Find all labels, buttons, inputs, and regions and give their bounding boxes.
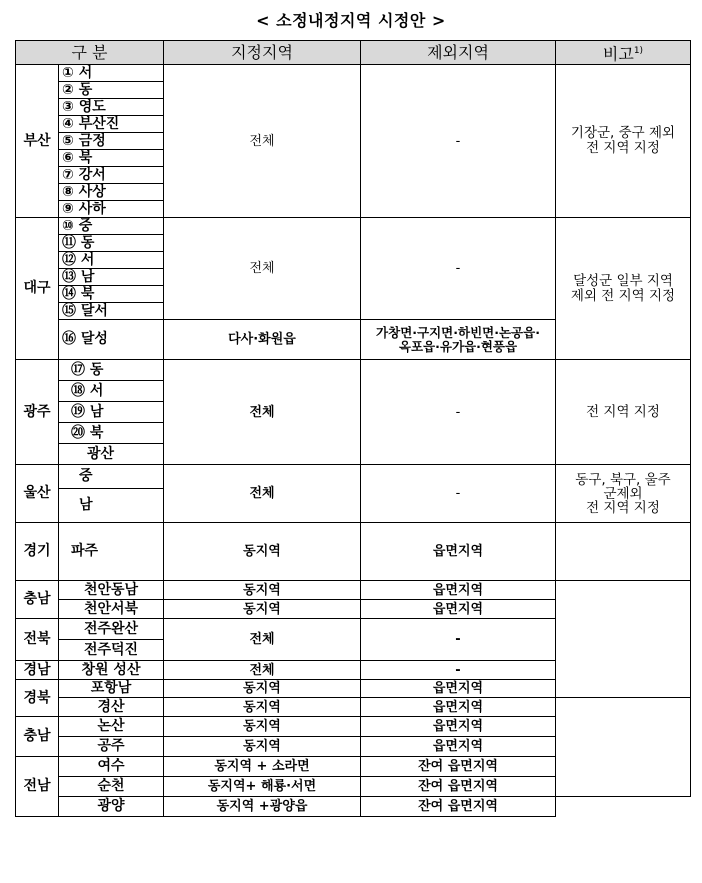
region-gyeongbuk: 경북	[16, 680, 59, 717]
district: ⑭ 북	[59, 286, 164, 303]
district: 순천	[59, 777, 164, 797]
district: 천안서북	[59, 600, 164, 619]
district: ① 서	[59, 65, 164, 82]
region-jeonnam: 전남	[16, 757, 59, 817]
note-cell	[556, 581, 691, 698]
table-row	[16, 797, 691, 817]
excluded-cell: 읍면지역	[361, 581, 556, 600]
designated-cell: 동지역+ 해룡·서면	[164, 777, 361, 797]
header-category: 구 분	[16, 41, 164, 65]
district: ⑤ 금정	[59, 133, 164, 150]
designated-cell: 동지역 + 소라면	[164, 757, 361, 777]
note-cell	[556, 698, 691, 797]
designated-cell: 전체	[164, 661, 361, 680]
header-designated: 지정지역	[164, 41, 361, 65]
district: 창원 성산	[59, 661, 164, 680]
designated-cell: 다사·화원읍	[164, 320, 361, 360]
district: 천안동남	[59, 581, 164, 600]
district: ⑧ 사상	[59, 184, 164, 201]
note-cell: 달성군 일부 지역 제외 전 지역 지정	[556, 218, 691, 360]
district: ⑩ 중	[59, 218, 164, 235]
district: ⑰ 동	[59, 360, 164, 381]
district: 파주	[59, 523, 164, 581]
district: 포항남	[59, 680, 164, 698]
header-excluded: 제외지역	[361, 41, 556, 65]
excluded-cell: -	[361, 65, 556, 218]
region-gwangju: 광주	[16, 360, 59, 465]
designated-cell: 동지역	[164, 737, 361, 757]
district: ⑨ 사하	[59, 201, 164, 218]
district: 전주덕진	[59, 640, 164, 661]
district: 전주완산	[59, 619, 164, 640]
designated-cell: 동지역	[164, 680, 361, 698]
header-note-text: 비고	[602, 44, 634, 64]
excluded-cell: -	[361, 218, 556, 320]
district: ⑳ 북	[59, 423, 164, 444]
designated-cell: 전체	[164, 360, 361, 465]
table-row	[16, 218, 691, 235]
district: ② 동	[59, 82, 164, 99]
excluded-cell: -	[361, 465, 556, 523]
district: ④ 부산진	[59, 116, 164, 133]
note-cell	[556, 523, 691, 581]
note-cell: 전 지역 지정	[556, 360, 691, 465]
table-row	[16, 581, 691, 600]
designated-cell: 동지역	[164, 600, 361, 619]
region-busan: 부산	[16, 65, 59, 218]
table-row	[16, 65, 691, 82]
region-gyeonggi: 경기	[16, 523, 59, 581]
district: 여수	[59, 757, 164, 777]
excluded-cell: 잔여 읍면지역	[361, 757, 556, 777]
excluded-cell: 가창면·구지면·하빈면·논공읍· 옥포읍·유가읍·현풍읍	[361, 320, 556, 360]
excluded-cell: 읍면지역	[361, 717, 556, 737]
designated-cell: 동지역	[164, 523, 361, 581]
district: ⑯ 달성	[59, 320, 164, 360]
region-daegu: 대구	[16, 218, 59, 360]
header-note-sup: 1)	[633, 45, 644, 56]
excluded-cell: 읍면지역	[361, 600, 556, 619]
excluded-cell: -	[361, 619, 556, 661]
header-row	[16, 41, 691, 65]
excluded-cell: 읍면지역	[361, 680, 556, 698]
district: 경산	[59, 698, 164, 717]
district: ⑦ 강서	[59, 167, 164, 184]
note-cell: 동구, 북구, 울주 군제외 전 지역 지정	[556, 465, 691, 523]
note-cell: 기장군, 중구 제외 전 지역 지정	[556, 65, 691, 218]
excluded-cell: 잔여 읍면지역	[361, 777, 556, 797]
district: ③ 영도	[59, 99, 164, 116]
excluded-cell: 잔여 읍면지역	[361, 797, 556, 817]
designated-cell: 동지역 +광양읍	[164, 797, 361, 817]
table-row	[16, 523, 691, 581]
table-row	[16, 465, 691, 489]
region-ulsan: 울산	[16, 465, 59, 523]
region-jeonbuk: 전북	[16, 619, 59, 661]
excluded-cell: -	[361, 661, 556, 680]
district: 공주	[59, 737, 164, 757]
district: 논산	[59, 717, 164, 737]
excluded-cell: -	[361, 360, 556, 465]
district: ⑪ 동	[59, 235, 164, 252]
district: 중	[59, 465, 164, 489]
region-table	[15, 40, 691, 817]
district: ⑥ 북	[59, 150, 164, 167]
designated-cell: 동지역	[164, 698, 361, 717]
table-row	[16, 698, 691, 717]
district: ⑱ 서	[59, 381, 164, 402]
designated-cell: 전체	[164, 65, 361, 218]
table-row	[16, 360, 691, 381]
district: ⑬ 남	[59, 269, 164, 286]
region-gyeongnam: 경남	[16, 661, 59, 680]
region-chungnam: 충남	[16, 581, 59, 619]
district: ⑲ 남	[59, 402, 164, 423]
excluded-cell: 읍면지역	[361, 698, 556, 717]
designated-cell: 전체	[164, 218, 361, 320]
district: ⑫ 서	[59, 252, 164, 269]
designated-cell: 동지역	[164, 717, 361, 737]
excluded-cell: 읍면지역	[361, 523, 556, 581]
excluded-cell: 읍면지역	[361, 737, 556, 757]
header-note	[556, 41, 691, 65]
district: 광양	[59, 797, 164, 817]
district: 광산	[59, 444, 164, 465]
district: ⑮ 달서	[59, 303, 164, 320]
region-chungnam: 충남	[16, 717, 59, 757]
page-title: < 소정내정지역 시정안 >	[256, 11, 446, 30]
designated-cell: 동지역	[164, 581, 361, 600]
designated-cell: 전체	[164, 465, 361, 523]
district: 남	[59, 489, 164, 523]
designated-cell: 전체	[164, 619, 361, 661]
